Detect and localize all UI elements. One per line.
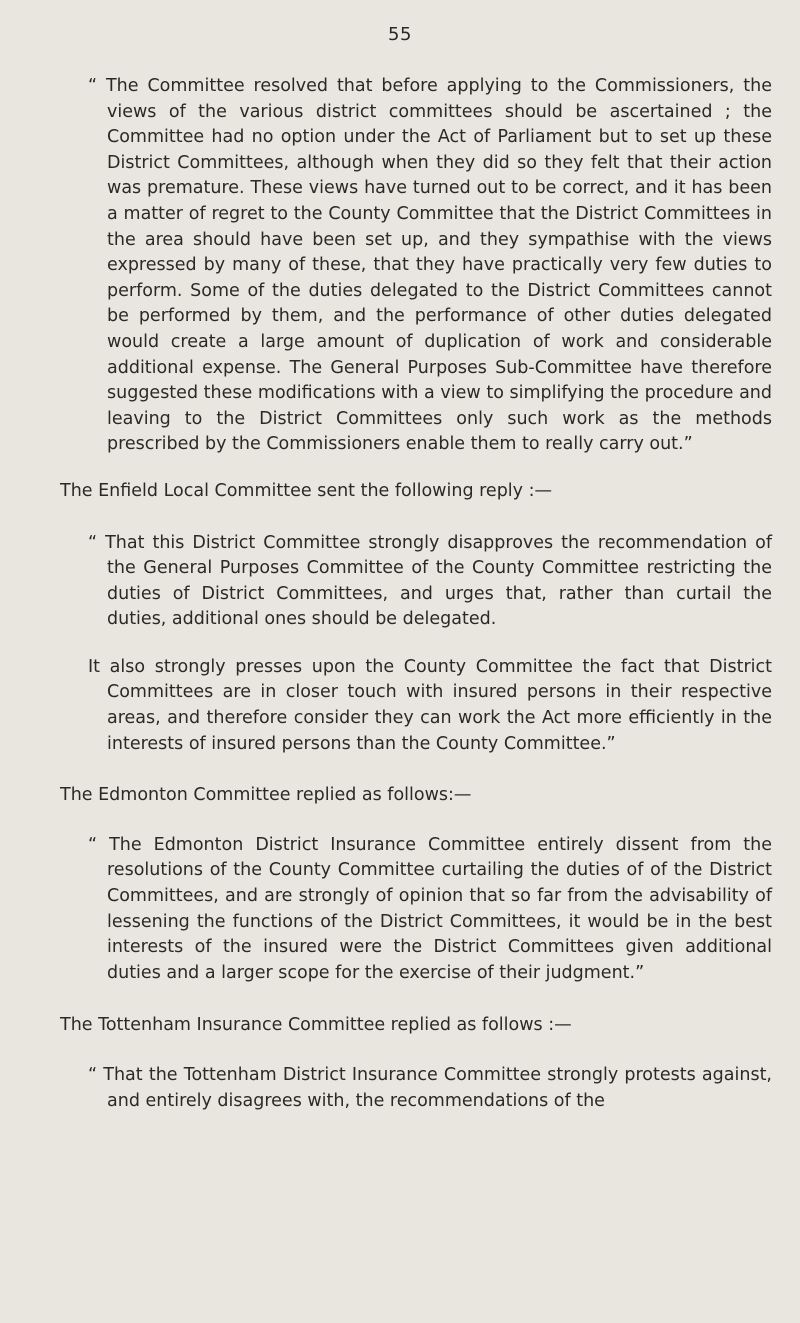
quoted-paragraph-enfield-continued: It also strongly presses upon the County Committee the fact that District Committees are in closer touch with insured persons in their respective areas, and therefore consider they can work the Act more efficiently in the interests of insured persons than the County Committee.” [88,656,772,754]
quoted-paragraph-edmonton-reply: “ The Edmonton District Insurance Committee entirely dissent from the resolutions of the County Committee curtailing the duties of of the District Committees, and are strongly of opinion that so far from the advisability of lessening the functions of the District Committees, it would be in the best interests of the insured were the District Committees given additional duties and a larger scope for the exercise of their judgment.” [88,834,772,983]
quoted-paragraph-tottenham-reply: “ That the Tottenham District Insurance Committee strongly protests against, and entirely disagrees with, the recommendations of the [88,1065,772,1111]
paragraph-enfield-intro: The Enfield Local Committee sent the following reply :— [60,480,552,501]
body-text [60,74,772,1114]
quoted-paragraph-committee-resolution: “ The Committee resolved that before applying to the Commissioners, the views of the various district committees should be ascertained ; the Committee had no option under the Act of Parliament but to set up these District Committees, although when they did so they felt that their action was premature. These views have turned out to be correct, and it has been a matter of regret to the County Committee that the District Committees in the area should have been set up, and they sympathise with the views expressed by many of these, that they have practically very few duties to perform. Some of the duties delegated to the District Committees cannot be performed by them, and the performance of other duties delegated would create a large amount of duplication of work and considerable additional expense. The General Purposes Sub-Committee have therefore suggested these modifications with a view to simplifying the procedure and leaving to the District Committees only such work as the methods prescribed by the Commissioners enable them to really carry out.” [88,76,772,455]
paragraph-tottenham-intro: The Tottenham Insurance Committee replied as follows :— [60,1015,572,1036]
paragraph-edmonton-intro: The Edmonton Committee replied as follows:— [60,785,472,806]
page-number: 55 [388,24,412,45]
quoted-paragraph-enfield-reply: “ That this District Committee strongly disapproves the recommendation of the General Purposes Committee of the County Committee restricting the duties of District Committees, and urges that, rather than curtail the duties, additional ones should be delegated. [88,532,772,630]
